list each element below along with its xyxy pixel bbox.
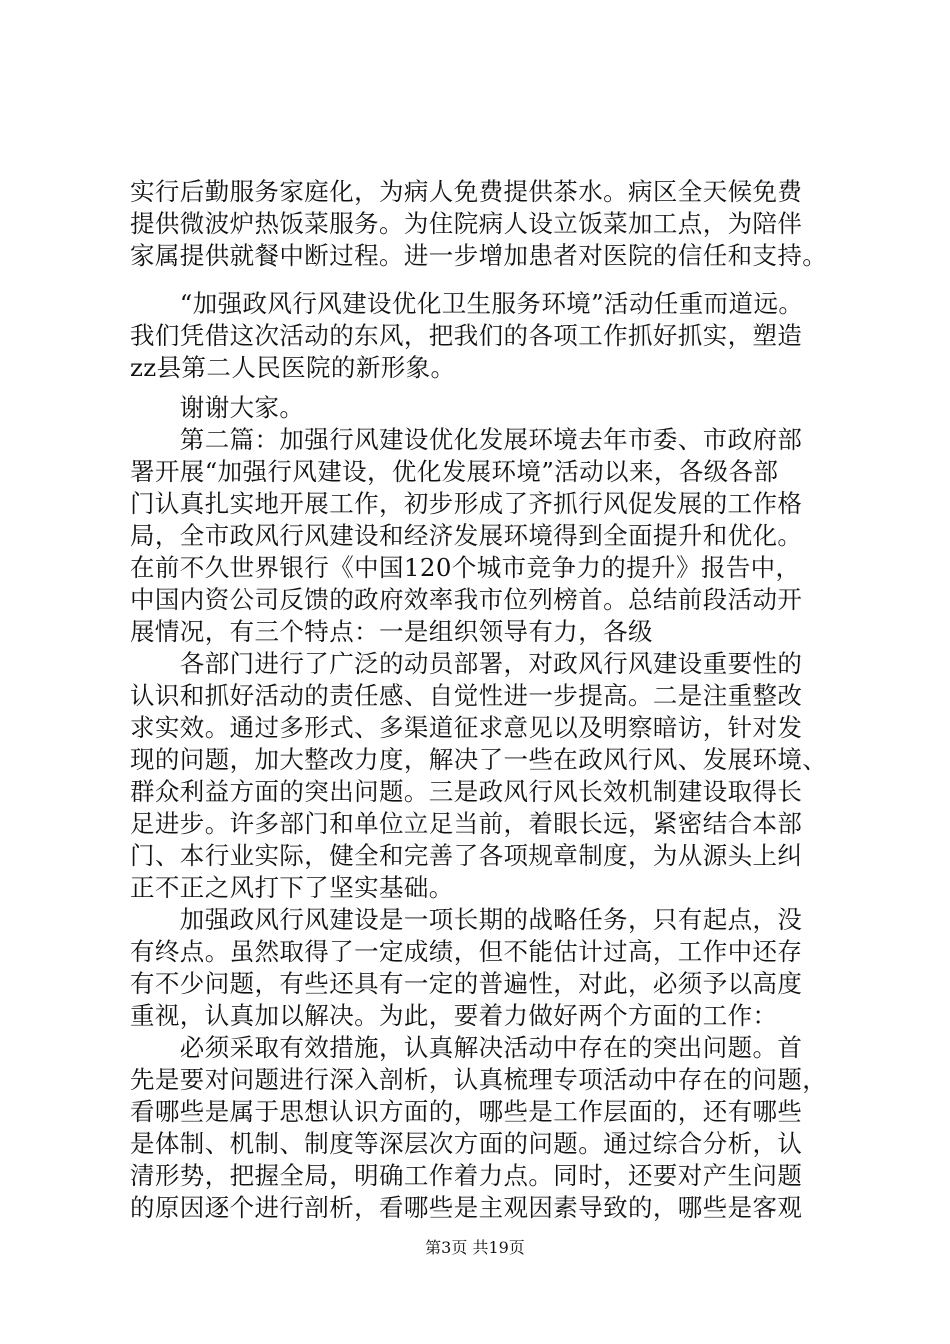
text-line: 提供微波炉热饭菜服务。为住院病人设立饭菜加工点，为陪伴 xyxy=(130,209,803,238)
text-line: 现的问题，加大整改力度，解决了一些在政风行风、发展环境、 xyxy=(130,745,828,774)
text-line: 加强政风行风建设是一项长期的战略任务，只有起点，没 xyxy=(130,905,803,934)
text-line: 群众利益方面的突出问题。三是政风行风长效机制建设取得长 xyxy=(130,777,803,806)
text-line: 第二篇：加强行风建设优化发展环境去年市委、市政府部 xyxy=(130,425,803,454)
page-footer: 第3页 共19页 xyxy=(425,1238,525,1257)
text-line: 中国内资公司反馈的政府效率我市位列榜首。总结前段活动开 xyxy=(130,585,803,614)
text-line: 各部门进行了广泛的动员部署，对政风行风建设重要性的 xyxy=(130,649,803,678)
text-line: 我们凭借这次活动的东风，把我们的各项工作抓好抓实，塑造 xyxy=(130,321,803,350)
text-line: 有终点。虽然取得了一定成绩，但不能估计过高，工作中还存 xyxy=(130,937,803,966)
text-line: 的原因逐个进行剖析，看哪些是主观因素导致的，哪些是客观 xyxy=(130,1193,803,1222)
text-line: 展情况，有三个特点：一是组织领导有力，各级 xyxy=(130,617,653,646)
text-line: 局，全市政风行风建设和经济发展环境得到全面提升和优化。 xyxy=(130,521,803,550)
text-line: 重视，认真加以解决。为此，要着力做好两个方面的工作： xyxy=(130,1001,778,1030)
text-line: 看哪些是属于思想认识方面的，哪些是工作层面的，还有哪些 xyxy=(130,1097,803,1126)
text-line: 足进步。许多部门和单位立足当前，着眼长远，紧密结合本部 xyxy=(130,809,803,838)
text-line: 门、本行业实际，健全和完善了各项规章制度，为从源头上纠 xyxy=(130,841,803,870)
text-line: 清形势，把握全局，明确工作着力点。同时，还要对产生问题 xyxy=(130,1161,803,1190)
text-line: 有不少问题，有些还具有一定的普遍性，对此，必须予以高度 xyxy=(130,969,803,998)
text-line: 是体制、机制、制度等深层次方面的问题。通过综合分析，认 xyxy=(130,1129,803,1158)
text-line: 必须采取有效措施，认真解决活动中存在的突出问题。首 xyxy=(130,1033,803,1062)
text-line: 认识和抓好活动的责任感、自觉性进一步提高。二是注重整改 xyxy=(130,681,803,710)
text-line: 家属提供就餐中断过程。进一步增加患者对医院的信任和支持。 xyxy=(130,241,828,270)
text-line: 先是要对问题进行深入剖析，认真梳理专项活动中存在的问题， xyxy=(130,1065,828,1094)
text-line: 实行后勤服务家庭化，为病人免费提供茶水。病区全天候免费 xyxy=(130,177,803,206)
text-line: 求实效。通过多形式、多渠道征求意见以及明察暗访，针对发 xyxy=(130,713,803,742)
text-line: 正不正之风打下了坚实基础。 xyxy=(130,873,454,902)
text-line: zz县第二人民医院的新形象。 xyxy=(130,353,456,382)
text-line: 门认真扎实地开展工作，初步形成了齐抓行风促发展的工作格 xyxy=(130,489,803,518)
text-line: “加强政风行风建设优化卫生服务环境”活动任重而道远。 xyxy=(130,289,804,318)
text-line: 署开展“加强行风建设，优化发展环境”活动以来，各级各部 xyxy=(130,457,779,486)
text-line: 在前不久世界银行《中国120个城市竞争力的提升》报告中， xyxy=(130,553,801,582)
text-line: 谢谢大家。 xyxy=(130,393,305,422)
